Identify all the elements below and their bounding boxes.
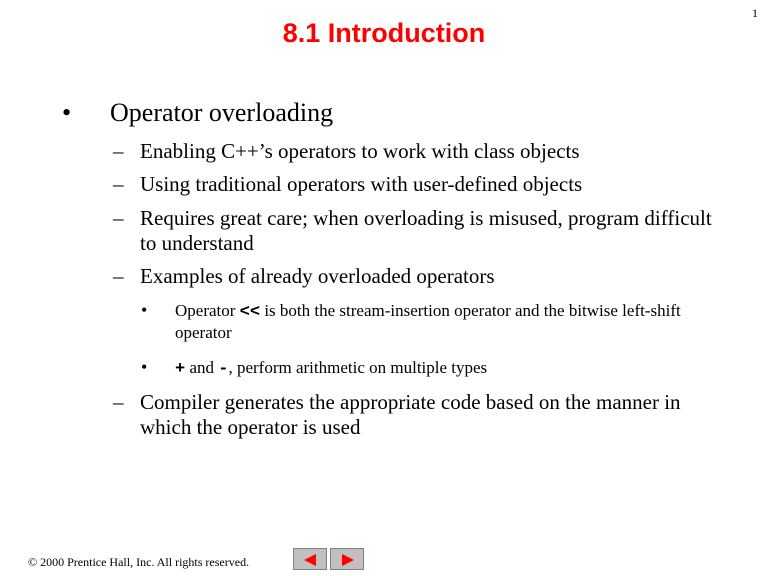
list-item: Using traditional operators with user-defined objects (140, 172, 583, 196)
code-token: << (239, 303, 261, 322)
list-item: Requires great care; when overloading is misused, program difficult to understand (140, 206, 712, 255)
next-arrow-icon (342, 554, 354, 566)
sub-bullet-marker: • (141, 300, 148, 320)
list-item: Compiler generates the appropriate code based on the manner in which the operator is used (140, 390, 681, 439)
slide-title: 8.1 Introduction (282, 18, 486, 48)
main-bullet-text: Operator overloading (110, 98, 334, 127)
code-token: - (218, 360, 229, 379)
list-item: Enabling C++’s operators to work with class objects (140, 139, 580, 163)
list-item: Examples of already overloaded operators (140, 264, 495, 288)
sub-bullet-marker: • (141, 357, 148, 377)
dash-marker: – (113, 206, 124, 230)
sub1-pre: Operator (175, 301, 240, 320)
sub-list-item (175, 358, 695, 380)
copyright-footer: © 2000 Prentice Hall, Inc. All rights reserved. (28, 555, 250, 569)
dash-marker: – (113, 390, 124, 414)
main-bullet-marker: • (62, 98, 72, 127)
dash-marker: – (113, 172, 124, 196)
next-slide-button[interactable] (330, 548, 364, 570)
sub2-post: , perform arithmetic on multiple types (228, 358, 488, 377)
dash-marker: – (113, 264, 124, 288)
code-token: + (175, 360, 186, 379)
sub-list-item (175, 301, 695, 343)
previous-arrow-icon (304, 554, 316, 566)
previous-slide-button[interactable] (293, 548, 327, 570)
sub2-mid: and (185, 358, 219, 377)
dash-marker: – (113, 139, 124, 163)
page-number: 1 (752, 6, 758, 20)
sub1-post: is both the stream-insertion operator and the bitwise left-shift operator (175, 301, 681, 342)
